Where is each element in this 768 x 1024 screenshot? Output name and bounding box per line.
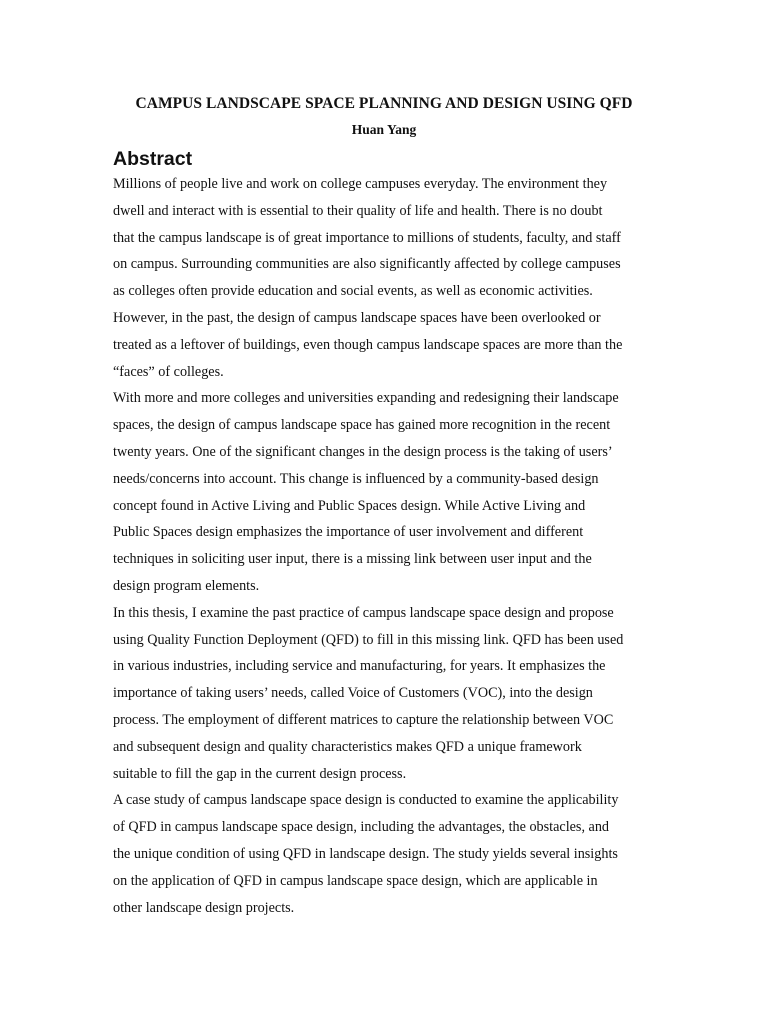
abstract-line: on the application of QFD in campus landscape space design, which are applicable in xyxy=(113,872,598,889)
abstract-line: However, in the past, the design of campus landscape spaces have been overlooked or xyxy=(113,309,601,326)
document-title: CAMPUS LANDSCAPE SPACE PLANNING AND DESIGN USING QFD xyxy=(135,95,633,112)
abstract-line: using Quality Function Deployment (QFD) to fill in this missing link. QFD has been used xyxy=(113,631,624,648)
abstract-line: the unique condition of using QFD in landscape design. The study yields several insights xyxy=(113,845,618,862)
abstract-body xyxy=(113,171,673,921)
abstract-line: process. The employment of different matrices to capture the relationship between VOC xyxy=(113,711,614,728)
abstract-line: “faces” of colleges. xyxy=(113,363,224,380)
abstract-line: design program elements. xyxy=(113,577,260,594)
abstract-line: and subsequent design and quality characteristics makes QFD a unique framework xyxy=(113,738,582,755)
abstract-line: importance of taking users’ needs, called Voice of Customers (VOC), into the design xyxy=(113,685,593,702)
abstract-line: A case study of campus landscape space design is conducted to examine the applicability xyxy=(113,792,619,809)
abstract-line: other landscape design projects. xyxy=(113,899,295,916)
abstract-line: dwell and interact with is essential to their quality of life and health. There is no doubt xyxy=(113,202,603,219)
abstract-line: that the campus landscape is of great importance to millions of students, faculty, and staff xyxy=(113,229,621,246)
abstract-line: Public Spaces design emphasizes the importance of user involvement and different xyxy=(113,524,584,541)
abstract-line: With more and more colleges and universities expanding and redesigning their landscape xyxy=(113,390,619,407)
abstract-line: on campus. Surrounding communities are also significantly affected by college campuses xyxy=(113,256,621,273)
abstract-line: in various industries, including service and manufacturing, for years. It emphasizes the xyxy=(113,658,606,675)
abstract-line: concept found in Active Living and Public Spaces design. While Active Living and xyxy=(113,497,586,514)
abstract-line: suitable to fill the gap in the current design process. xyxy=(113,765,407,782)
abstract-line: spaces, the design of campus landscape space has gained more recognition in the recent xyxy=(113,417,611,434)
abstract-line: techniques in soliciting user input, there is a missing link between user input and the xyxy=(113,551,592,568)
abstract-heading: Abstract xyxy=(113,148,193,170)
abstract-line: twenty years. One of the significant changes in the design process is the taking of users’ xyxy=(113,443,613,460)
abstract-line: treated as a leftover of buildings, even though campus landscape spaces are more than the xyxy=(113,336,623,353)
abstract-line: In this thesis, I examine the past practice of campus landscape space design and propose xyxy=(113,604,614,621)
abstract-line: Millions of people live and work on college campuses everyday. The environment they xyxy=(113,176,608,192)
abstract-line: of QFD in campus landscape space design, including the advantages, the obstacles, and xyxy=(113,819,610,836)
document-author: Huan Yang xyxy=(351,122,417,137)
abstract-line: as colleges often provide education and social events, as well as economic activities. xyxy=(113,283,593,300)
abstract-line: needs/concerns into account. This change is influenced by a community-based design xyxy=(113,470,599,487)
